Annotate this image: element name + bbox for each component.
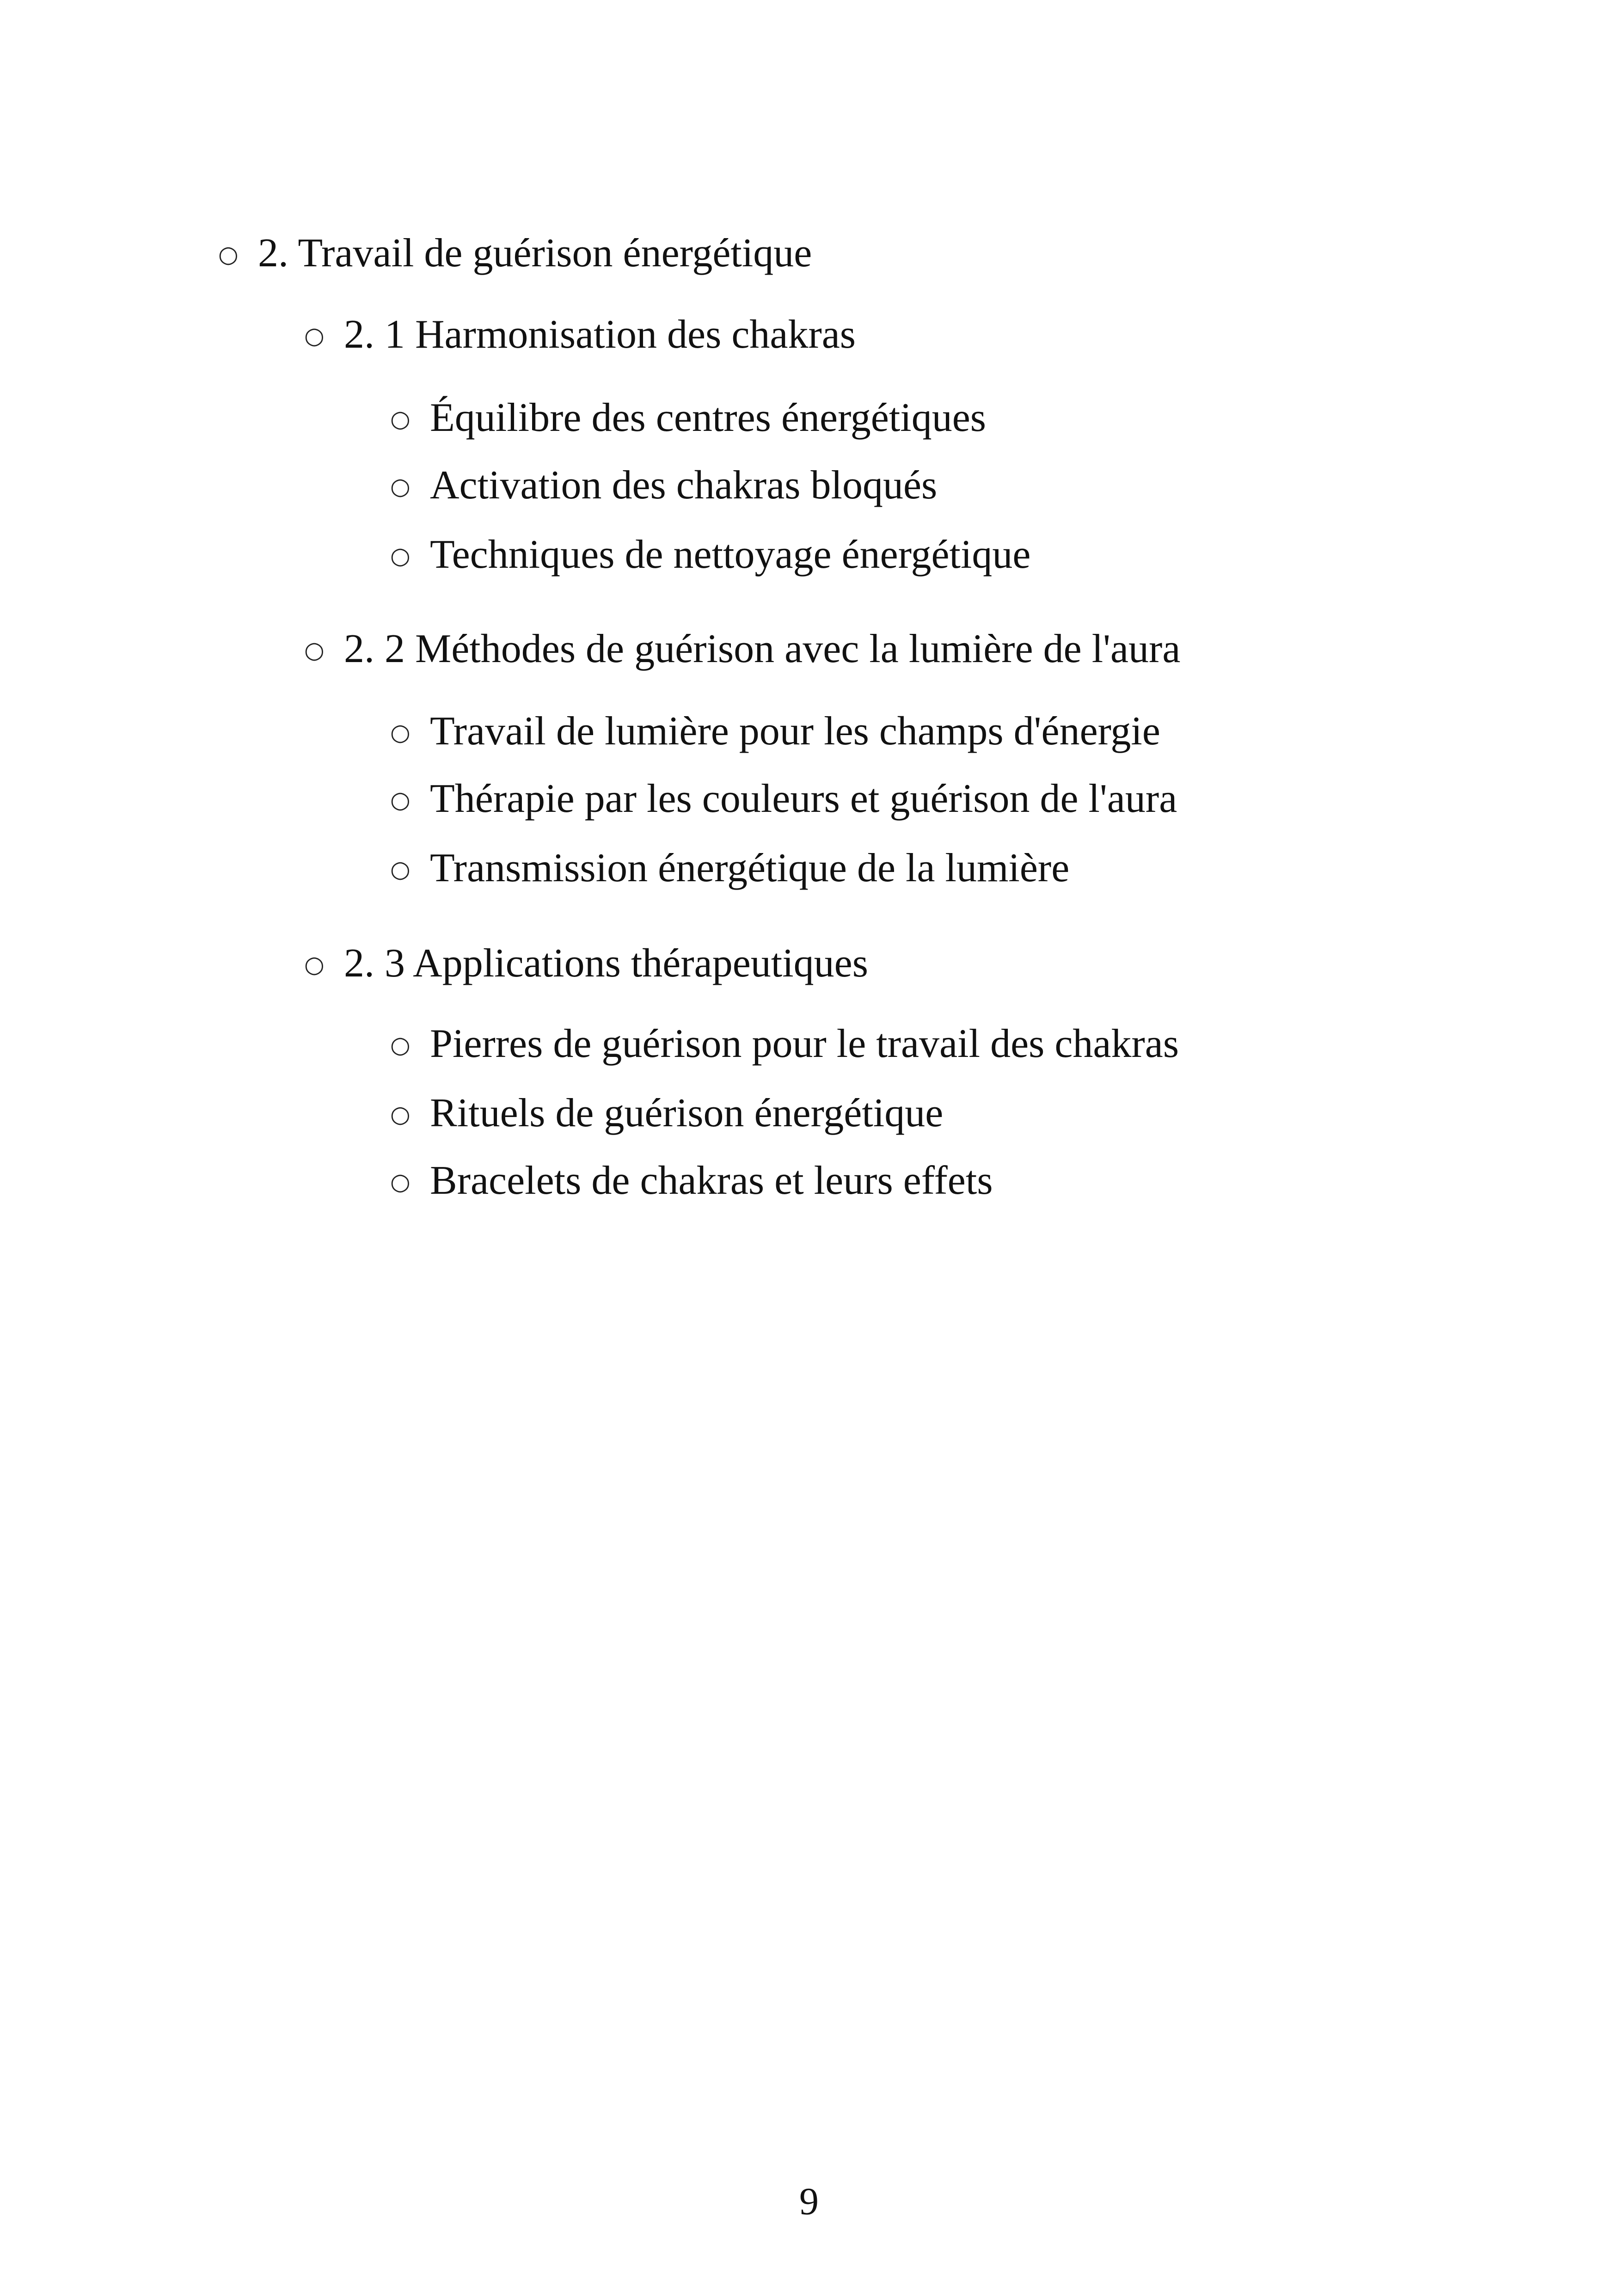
bullet-icon: ○ [390, 1168, 411, 1195]
section-heading: 2. 3 Applications thérapeutiques [344, 941, 868, 986]
list-item: Activation des chakras bloqués [430, 463, 938, 508]
list-item: Travail de lumière pour les champs d'énergie [430, 709, 1160, 754]
section-heading: 2. 1 Harmonisation des chakras [344, 312, 856, 357]
list-item: Équilibre des centres énergétiques [430, 395, 987, 440]
outline-title: 2. Travail de guérison énergétique [258, 231, 812, 276]
list-item: Techniques de nettoyage énergétique [430, 532, 1031, 577]
bullet-icon: ○ [304, 951, 325, 978]
bullet-icon: ○ [390, 473, 411, 500]
list-item: Transmission énergétique de la lumière [430, 846, 1070, 890]
bullet-icon: ○ [390, 786, 411, 813]
list-item: Pierres de guérison pour le travail des chakras [430, 1021, 1179, 1066]
list-item: Thérapie par les couleurs et guérison de l'aura [430, 776, 1177, 821]
page-number: 9 [799, 2180, 819, 2223]
bullet-icon: ○ [390, 542, 411, 569]
bullet-icon: ○ [304, 322, 325, 349]
bullet-icon: ○ [390, 719, 411, 746]
bullet-icon: ○ [390, 856, 411, 883]
list-item: Bracelets de chakras et leurs effets [430, 1158, 993, 1203]
bullet-icon: ○ [218, 241, 239, 268]
list-item: Rituels de guérison énergétique [430, 1091, 944, 1136]
bullet-icon: ○ [390, 1031, 411, 1058]
section-heading: 2. 2 Méthodes de guérison avec la lumière de l'aura [344, 626, 1181, 671]
bullet-icon: ○ [390, 1101, 411, 1128]
bullet-icon: ○ [390, 405, 411, 432]
bullet-icon: ○ [304, 637, 325, 663]
